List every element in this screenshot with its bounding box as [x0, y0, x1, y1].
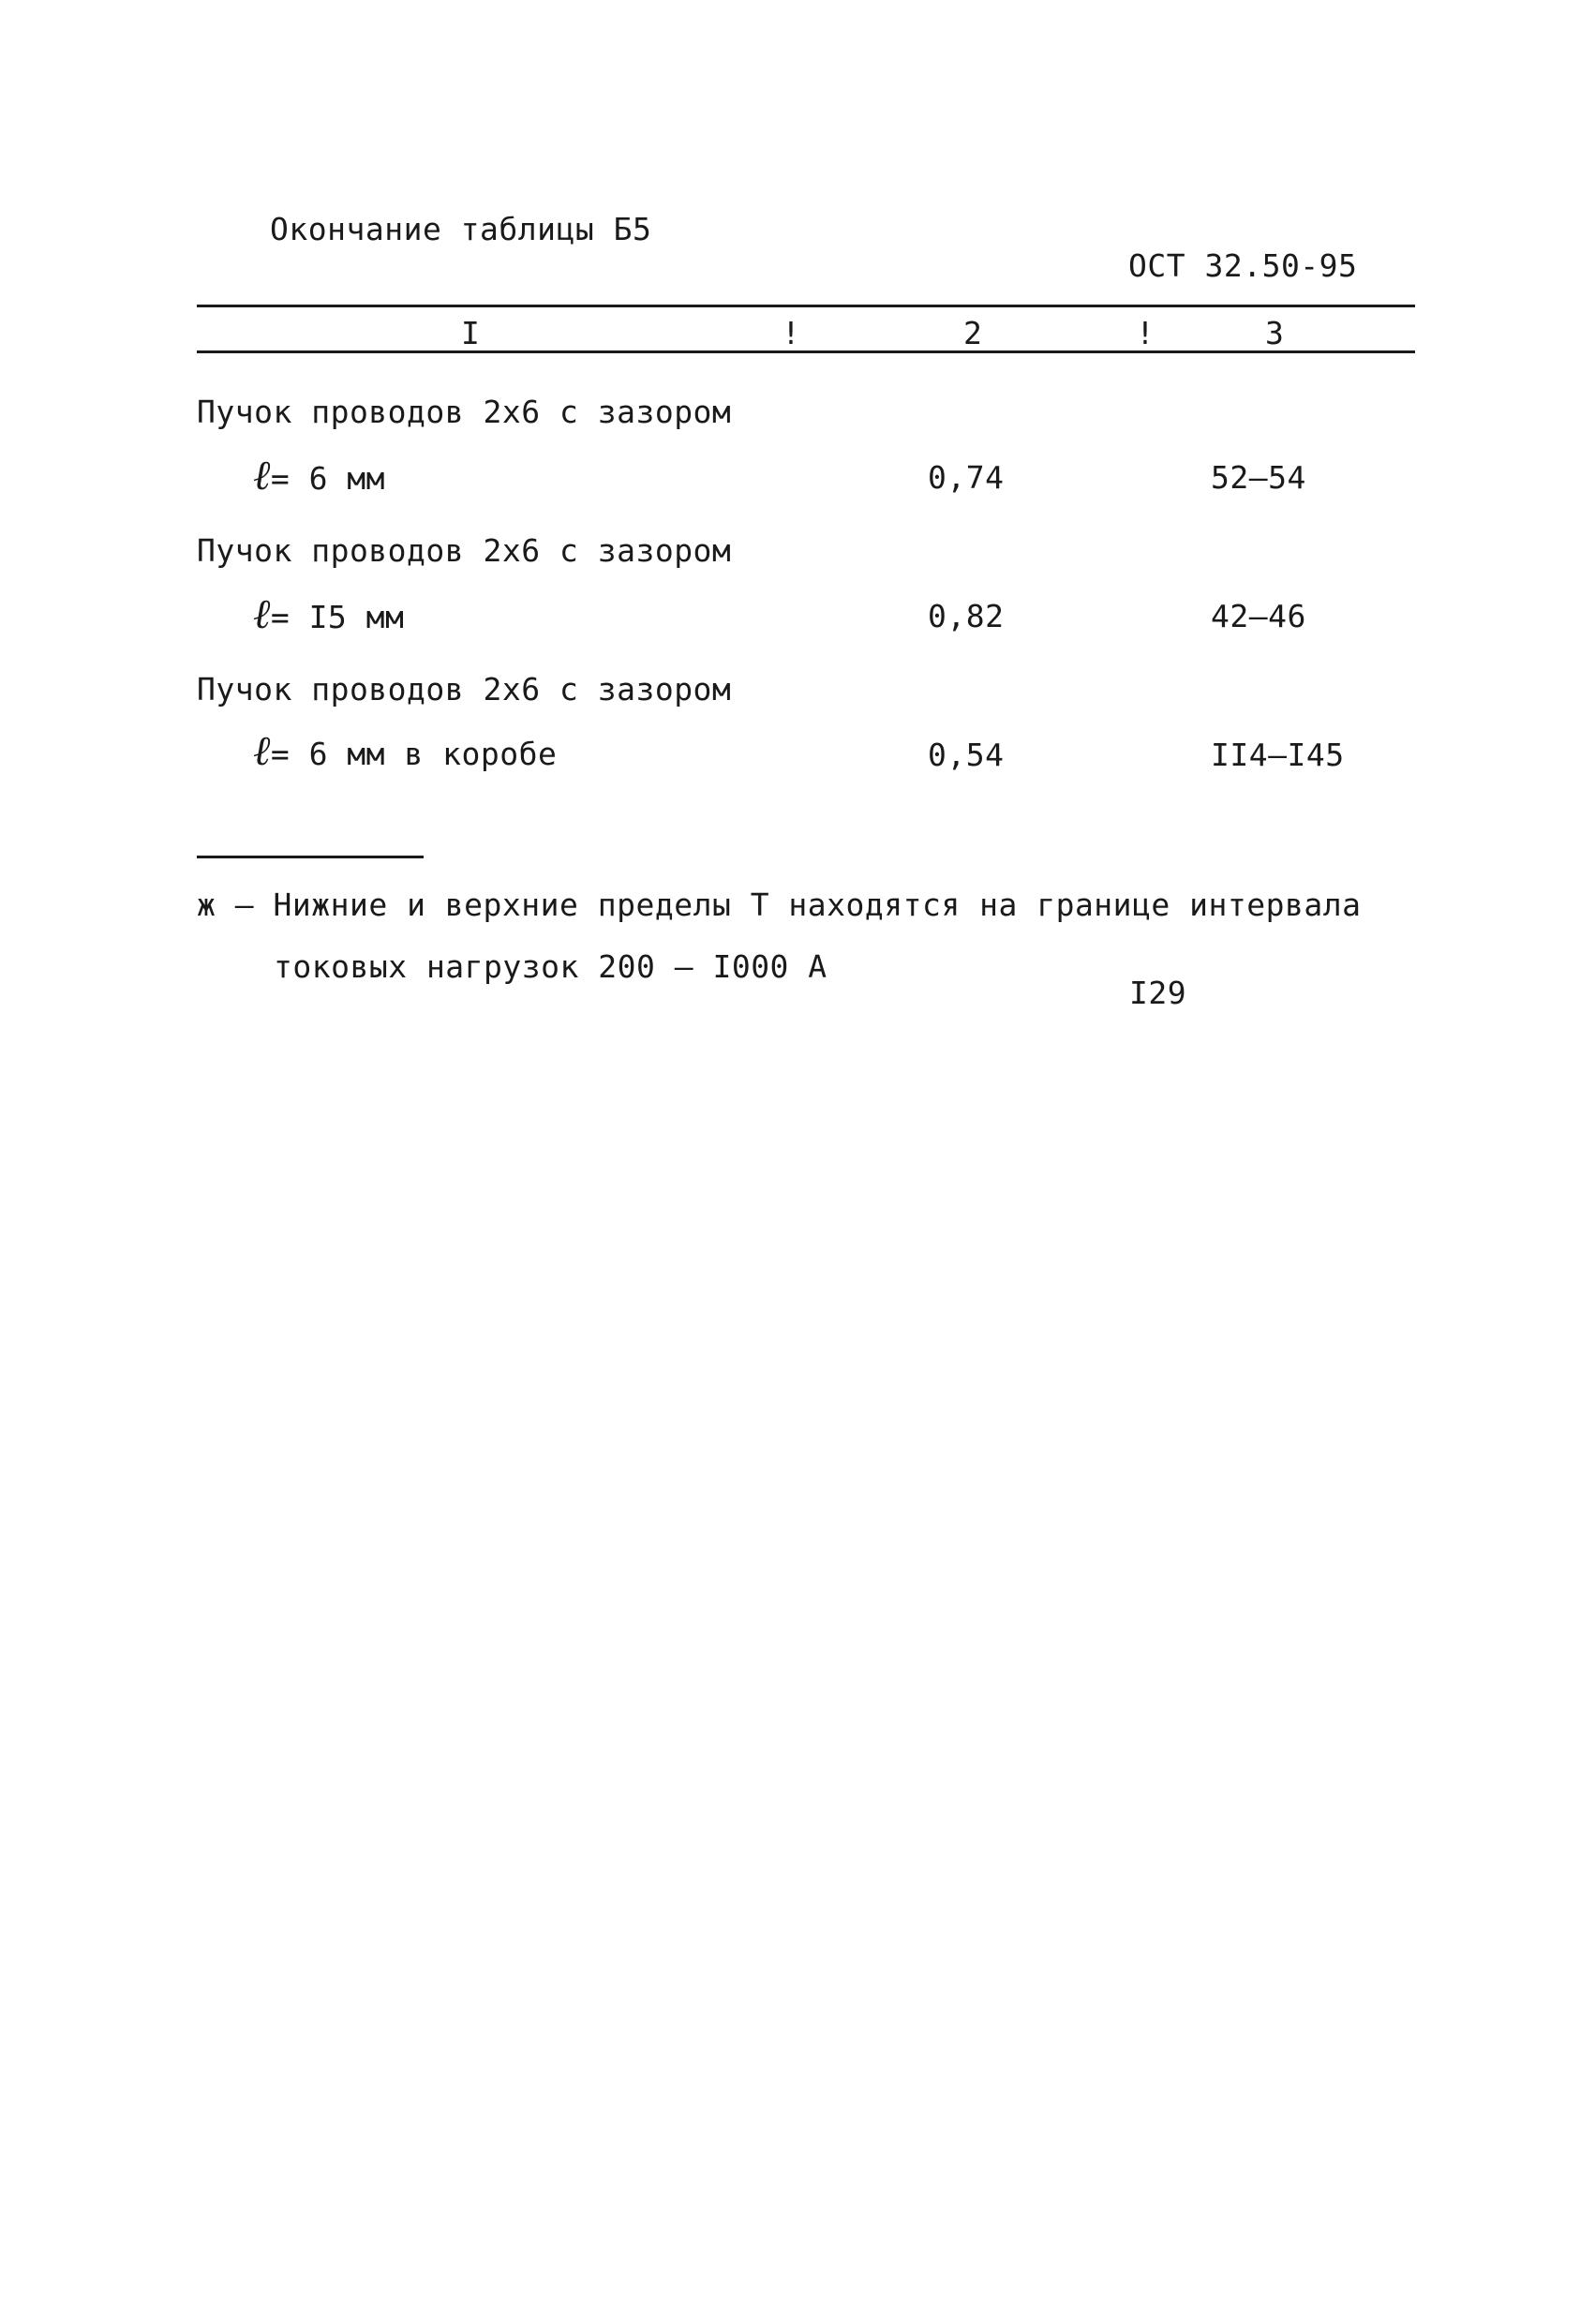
footnote-rule [197, 856, 424, 858]
row-parameter [253, 590, 404, 638]
column-header-2: 2 [963, 315, 983, 351]
column-separator: ! [782, 315, 801, 351]
row-value-col2: 0,82 [928, 598, 1005, 634]
row-value-col2: 0,54 [928, 737, 1005, 773]
row-value-col3: 42–46 [1211, 598, 1306, 634]
row-value-col3: 52–54 [1211, 459, 1306, 496]
footnote-dash: – [234, 886, 255, 923]
table-top-rule [197, 305, 1415, 307]
footnote-mark: ж [197, 886, 216, 923]
document-code: ОСТ 32.50-95 [1128, 247, 1358, 284]
footnote-line-2: токовых нагрузок 200 – I000 А [274, 948, 827, 985]
column-separator: ! [1136, 315, 1155, 351]
footnote-text: Нижние и верхние пределы Т находятся на границе интервала [273, 886, 1362, 923]
row-description: Пучок проводов 2х6 с зазором [197, 671, 732, 708]
row-value-col2: 0,74 [928, 459, 1005, 496]
ell-symbol: ℓ [253, 590, 271, 638]
table-header-bottom-rule [197, 350, 1415, 353]
row-parameter [253, 452, 385, 499]
ell-symbol: ℓ [253, 452, 271, 499]
table-caption: Окончание таблицы Б5 [270, 211, 652, 247]
row-parameter-value: = 6 мм [270, 460, 386, 497]
footnote-line-1 [197, 886, 1361, 923]
row-description: Пучок проводов 2х6 с зазором [197, 532, 732, 569]
row-parameter-value: = I5 мм [270, 599, 405, 635]
row-parameter-value: = 6 мм в коробе [270, 736, 558, 772]
column-header-3: 3 [1265, 315, 1285, 351]
row-value-col3: II4–I45 [1211, 737, 1345, 773]
ell-symbol: ℓ [253, 727, 271, 775]
row-parameter [253, 727, 557, 775]
page-number: I29 [1129, 975, 1187, 1011]
row-description: Пучок проводов 2х6 с зазором [197, 394, 732, 430]
column-header-1: I [461, 315, 481, 351]
